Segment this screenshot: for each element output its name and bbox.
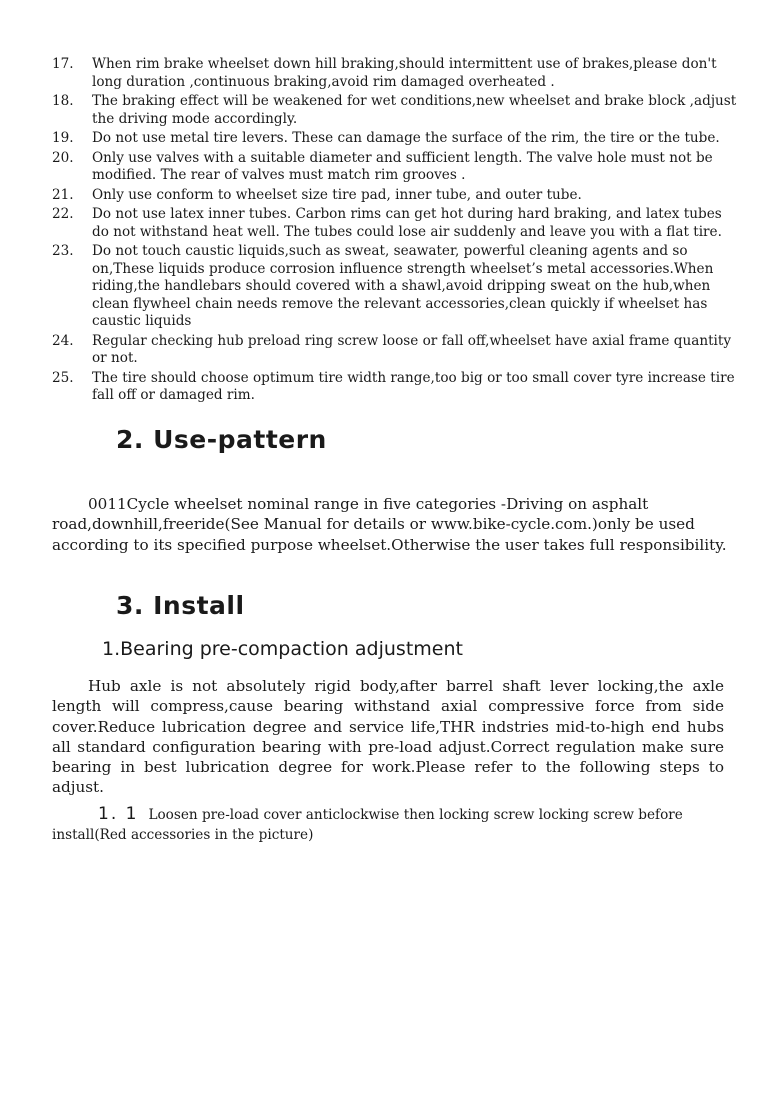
rule-text: Regular checking hub preload ring screw loose or fall off,wheelset have axial frame quantity or not. — [92, 332, 732, 366]
subsection-heading-bearing: 1.Bearing pre-compaction adjustment — [102, 638, 463, 660]
section-heading-use-pattern: 2. Use-pattern — [116, 425, 327, 454]
rule-item — [52, 206, 742, 241]
rule-number: 18. — [52, 93, 74, 109]
rule-number: 24. — [52, 332, 74, 349]
rule-item — [52, 93, 742, 128]
rule-item — [52, 243, 742, 331]
rule-text: When rim brake wheelset down hill braking,should intermittent use of brakes,please don't long duration ,continuous braking,avoid rim damaged overheated . — [92, 56, 717, 90]
step-1-1 — [52, 804, 724, 845]
rule-text: The tire should choose optimum tire width range,too big or too small cover tyre increase tire fall off or damaged rim. — [92, 369, 735, 403]
rule-text: The braking effect will be weakened for wet conditions,new wheelset and brake block ,adjust the driving mode accordingly. — [92, 93, 737, 127]
rule-number: 21. — [52, 186, 74, 203]
rule-number: 19. — [52, 130, 74, 146]
bearing-paragraph: Hub axle is not absolutely rigid body,after barrel shaft lever locking,the axle length will compress,cause bearing withstand axial compressive force from side cover.Reduce lubrication degree and service life,THR indstries mid-to-high end hubs all standard configuration bearing with pre-load adjust.Correct regulation make sure bearing in best lubrication degree for work.Please refer to the following steps to adjust. — [52, 677, 724, 797]
safety-rules-list — [52, 56, 742, 407]
rule-text: Do not use metal tire levers. These can damage the surface of the rim, the tire or the tube. — [92, 130, 720, 146]
rule-text: Do not touch caustic liquids,such as sweat, seawater, powerful cleaning agents and so on,These liquids produce corrosion influence strength wheelset’s metal accessories.When riding,the handlebars should covered with a shawl,avoid dripping sweat on the hub,when clean flywheel chain needs remove the relevant accessories,clean quickly if wheelset has caustic liquids — [92, 243, 714, 329]
rule-item — [52, 130, 742, 148]
rule-number: 23. — [52, 243, 74, 259]
rule-text: Only use conform to wheelset size tire pad, inner tube, and outer tube. — [92, 186, 582, 203]
rule-item — [52, 333, 742, 368]
rule-item — [52, 370, 742, 405]
step-text: Loosen pre-load cover anticlockwise then locking screw locking screw before install(Red accessories in the picture) — [52, 807, 683, 843]
rule-item — [52, 187, 742, 205]
use-pattern-paragraph: 0011Cycle wheelset nominal range in five categories -Driving on asphalt road,downhill,freeride(See Manual for details or www.bike-cycle.com.)only be used according to its specified purpose wheelset.Otherwise the user takes full responsibility. — [52, 495, 727, 554]
rule-item — [52, 56, 742, 91]
rule-text: Do not use latex inner tubes. Carbon rims can get hot during hard braking, and latex tubes do not withstand heat well. The tubes could lose air suddenly and leave you with a flat tire. — [92, 206, 722, 240]
rule-number: 20. — [52, 149, 74, 166]
rule-item — [52, 150, 742, 185]
step-number: 1. 1 — [98, 804, 139, 824]
rule-text: Only use valves with a suitable diameter and sufficient length. The valve hole must not be modified. The rear of valves must match rim grooves . — [92, 149, 713, 183]
section-heading-install: 3. Install — [116, 591, 245, 620]
rule-number: 25. — [52, 369, 74, 386]
rule-number: 22. — [52, 206, 74, 222]
rule-number: 17. — [52, 56, 74, 72]
